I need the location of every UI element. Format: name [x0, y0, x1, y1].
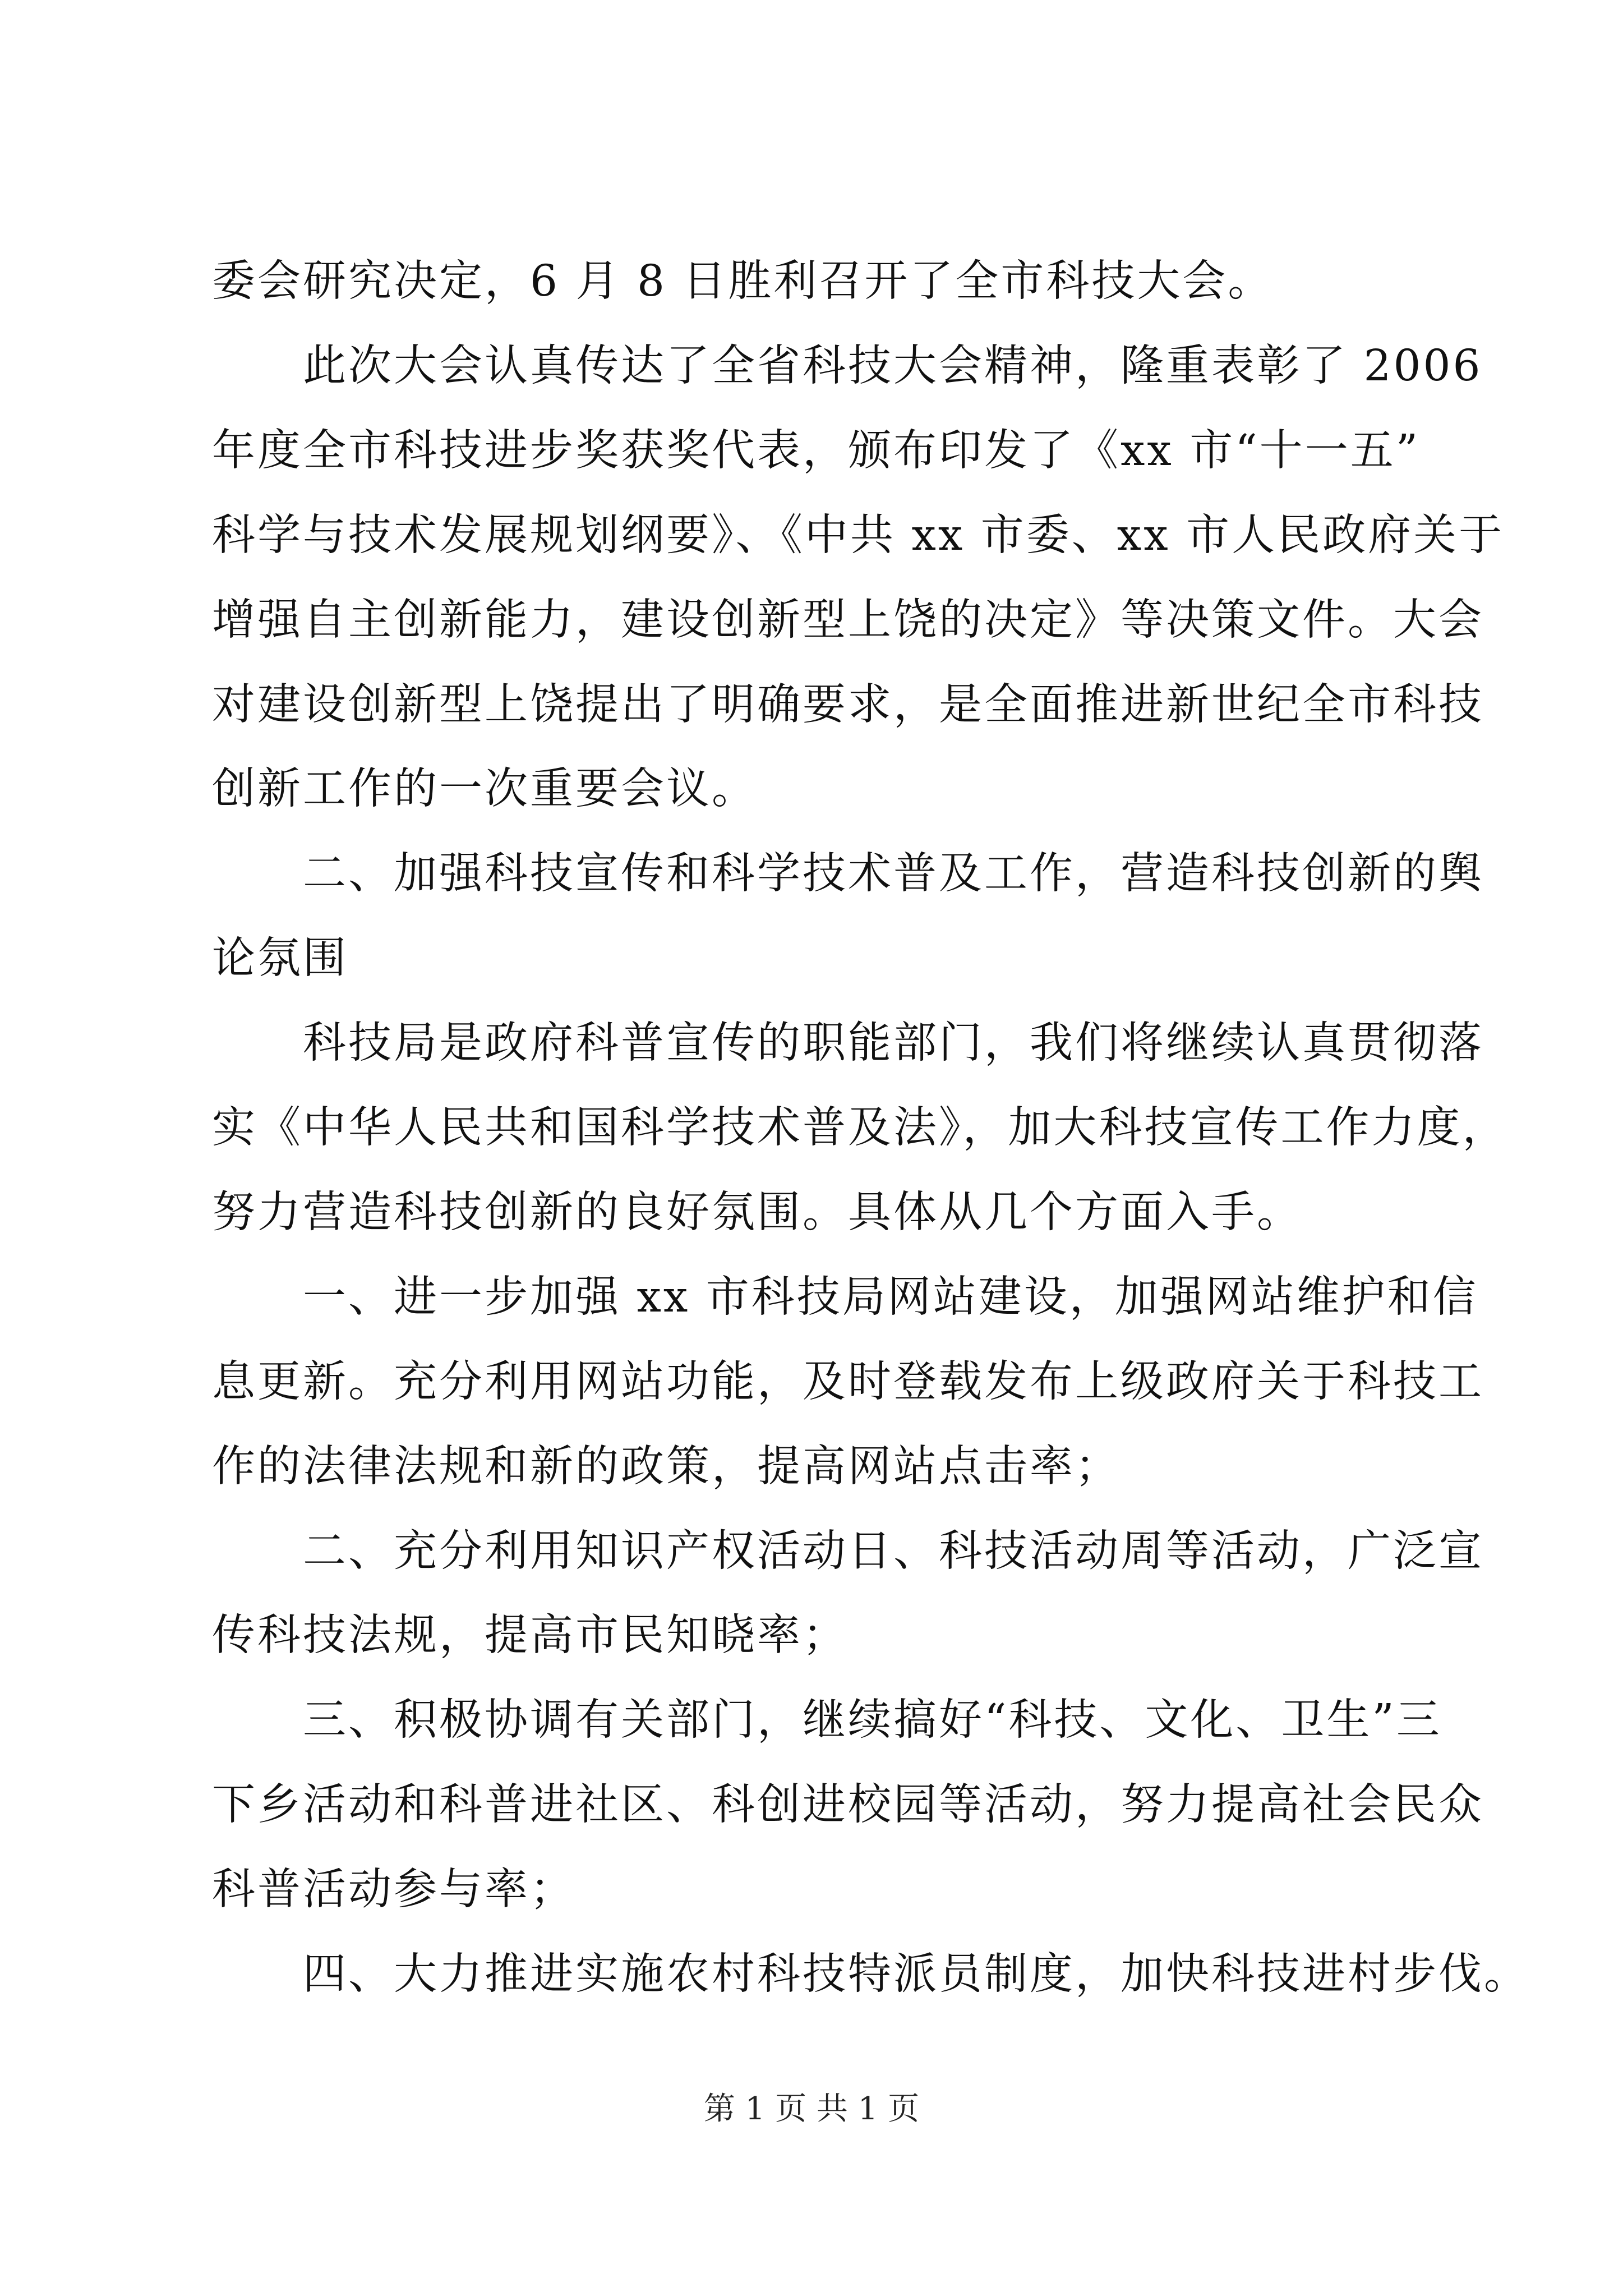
text-line-3: 年度全市科技进步奖获奖代表，颁布印发了《xx 市“十一五” — [212, 426, 1421, 476]
text-line-5: 增强自主创新能力，建设创新型上饶的决定》等决策文件。大会 — [212, 595, 1484, 645]
text-line-4: 科学与技术发展规划纲要》、《中共 xx 市委、xx 市人民政府关于 — [212, 510, 1505, 560]
text-line-19: 下乡活动和科普进社区、科创进校园等活动，努力提高社会民众 — [212, 1780, 1484, 1830]
text-line-9: 论氛围 — [212, 933, 348, 983]
text-line-10: 科技局是政府科普宣传的职能部门，我们将继续认真贯彻落 — [212, 1018, 1484, 1068]
text-line-7: 创新工作的一次重要会议。 — [212, 764, 757, 814]
text-line-14: 息更新。充分利用网站功能，及时登载发布上级政府关于科技工 — [212, 1357, 1484, 1407]
text-line-15: 作的法律法规和新的政策，提高网站点击率； — [212, 1442, 1121, 1492]
text-line-1: 委会研究决定，6 月 8 日胜利召开了全市科技大会。 — [212, 256, 1274, 306]
text-line-17: 传科技法规，提高市民知晓率； — [212, 1611, 848, 1660]
text-line-6: 对建设创新型上饶提出了明确要求，是全面推进新世纪全市科技 — [212, 680, 1484, 730]
page-footer: 第 1 页 共 1 页 — [703, 2091, 920, 2127]
text-line-8: 二、加强科技宣传和科学技术普及工作，营造科技创新的舆 — [212, 849, 1484, 899]
text-line-13: 一、进一步加强 xx 市科技局网站建设，加强网站维护和信 — [212, 1272, 1478, 1322]
text-line-11: 实《中华人民共和国科学技术普及法》，加大科技宣传工作力度， — [212, 1103, 1508, 1153]
text-line-16: 二、充分利用知识产权活动日、科技活动周等活动，广泛宣 — [212, 1526, 1484, 1576]
text-line-2: 此次大会认真传达了全省科技大会精神，隆重表彰了 2006 — [212, 341, 1483, 391]
text-line-20: 科普活动参与率； — [212, 1865, 575, 1915]
text-line-18: 三、积极协调有关部门，继续搞好“科技、文化、卫生”三 — [212, 1695, 1442, 1745]
text-line-21: 四、大力推进实施农村科技特派员制度，加快科技进村步伐。 — [212, 1949, 1529, 1999]
text-line-12: 努力营造科技创新的良好氛围。具体从几个方面入手。 — [212, 1188, 1302, 1237]
